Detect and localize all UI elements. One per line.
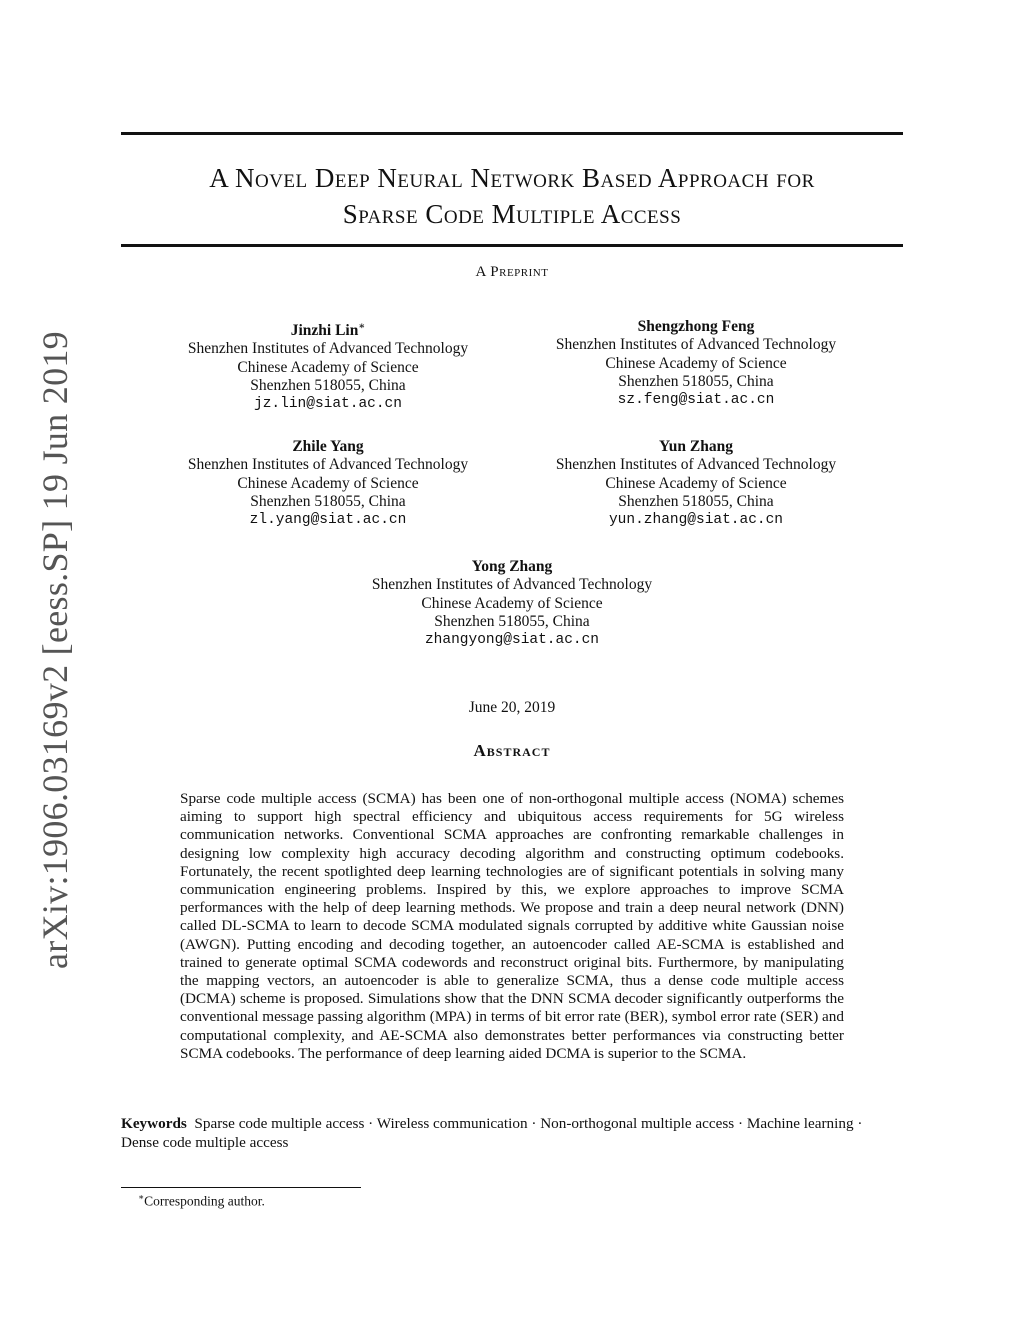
footnote-text: Corresponding author. — [144, 1193, 265, 1209]
paper-title — [121, 160, 903, 232]
title-line-1: A Novel Deep Neural Network Based Approach for — [209, 163, 815, 193]
author-city: Shenzhen 518055, China — [618, 372, 774, 390]
author-block — [148, 438, 508, 529]
author-name: Zhile Yang — [292, 438, 364, 455]
author-block — [148, 318, 508, 414]
author-city: Shenzhen 518055, China — [434, 612, 590, 630]
author-block — [516, 438, 876, 529]
author-email: sz.feng@siat.ac.cn — [617, 392, 775, 409]
footnote-rule — [121, 1187, 361, 1188]
keywords-label: Keywords — [121, 1115, 187, 1132]
author-name: Shengzhong Feng — [637, 318, 755, 335]
arxiv-identifier: arXiv:1906.03169v2 [eess.SP] 19 Jun 2019 — [35, 331, 75, 969]
author-institute: Shenzhen Institutes of Advanced Technology — [555, 456, 837, 474]
author-email: zhangyong@siat.ac.cn — [424, 632, 600, 649]
author-email: zl.yang@siat.ac.cn — [249, 512, 407, 529]
title-top-rule — [121, 132, 903, 135]
preprint-label: A Preprint — [475, 264, 549, 280]
author-name: Yun Zhang — [659, 438, 733, 455]
author-email: jz.lin@siat.ac.cn — [254, 396, 402, 413]
author-block — [332, 558, 692, 649]
author-institute: Shenzhen Institutes of Advanced Technology — [187, 456, 469, 474]
author-academy: Chinese Academy of Science — [237, 358, 419, 376]
title-line-2: Sparse Code Multiple Access — [342, 199, 682, 229]
author-city: Shenzhen 518055, China — [250, 377, 406, 395]
abstract-text: Sparse code multiple access (SCMA) has been one of non-orthogonal multiple access (NOMA) schemes aiming to support high spectral efficiency and ubiquitous access requirements for 5G wireless communication networks. Conventional SCMA approaches are confronting remarkable challenges in designing low complexity high accuracy decoding algorithm and constructing optimum codebooks. Fortunately, the recent spotlighted deep learning technologies are of significant potentials in solving many communication engineering problems. Inspired by this, we explore approaches to improve SCMA performances with the help of deep learning methods. We propose and train a deep neural network (DNN) called DL-SCMA to learn to decode SCMA modulated signals corrupted by additive white Gaussian noise (AWGN). Putting encoding and decoding together, an autoencoder called AE-SCMA is established and trained to generate optimal SCMA codewords and reconstruct original bits. Furthermore, by manipulating the mapping vectors, an autoencoder is able to generalize SCMA, thus a dense code multiple access (DCMA) scheme is proposed. Simulations show that the DNN SCMA decoder significantly outperforms the conventional message passing algorithm (MPA) in terms of bit error rate (BER), symbol error rate (SER) and computational complexity, and AE-SCMA also demonstrates better performances via constructing better SCMA codebooks. The performance of deep learning aided DCMA is superior to the SCMA. — [180, 790, 844, 1062]
abstract-heading: Abstract — [473, 741, 551, 760]
keywords-list: Sparse code multiple access · Wireless communication · Non-orthogonal multiple access · Machine learning · Dense code multiple access — [121, 1115, 863, 1151]
footnote — [138, 1192, 265, 1210]
author-city: Shenzhen 518055, China — [618, 492, 774, 510]
title-bottom-rule — [121, 244, 903, 247]
author-city: Shenzhen 518055, China — [250, 492, 406, 510]
author-academy: Chinese Academy of Science — [421, 594, 603, 612]
corresponding-mark: ∗ — [358, 321, 366, 332]
author-institute: Shenzhen Institutes of Advanced Technology — [371, 576, 653, 594]
author-block — [516, 318, 876, 409]
author-name: Jinzhi Lin∗ — [290, 321, 366, 340]
author-institute: Shenzhen Institutes of Advanced Technology — [187, 340, 469, 358]
author-email: yun.zhang@siat.ac.cn — [608, 512, 784, 529]
footnote-mark: ∗ — [138, 1192, 145, 1202]
author-institute: Shenzhen Institutes of Advanced Technology — [555, 336, 837, 354]
author-academy: Chinese Academy of Science — [237, 474, 419, 492]
author-academy: Chinese Academy of Science — [605, 474, 787, 492]
publication-date: June 20, 2019 — [468, 699, 556, 716]
keywords — [121, 1115, 891, 1152]
author-name: Yong Zhang — [471, 558, 553, 575]
author-academy: Chinese Academy of Science — [605, 354, 787, 372]
